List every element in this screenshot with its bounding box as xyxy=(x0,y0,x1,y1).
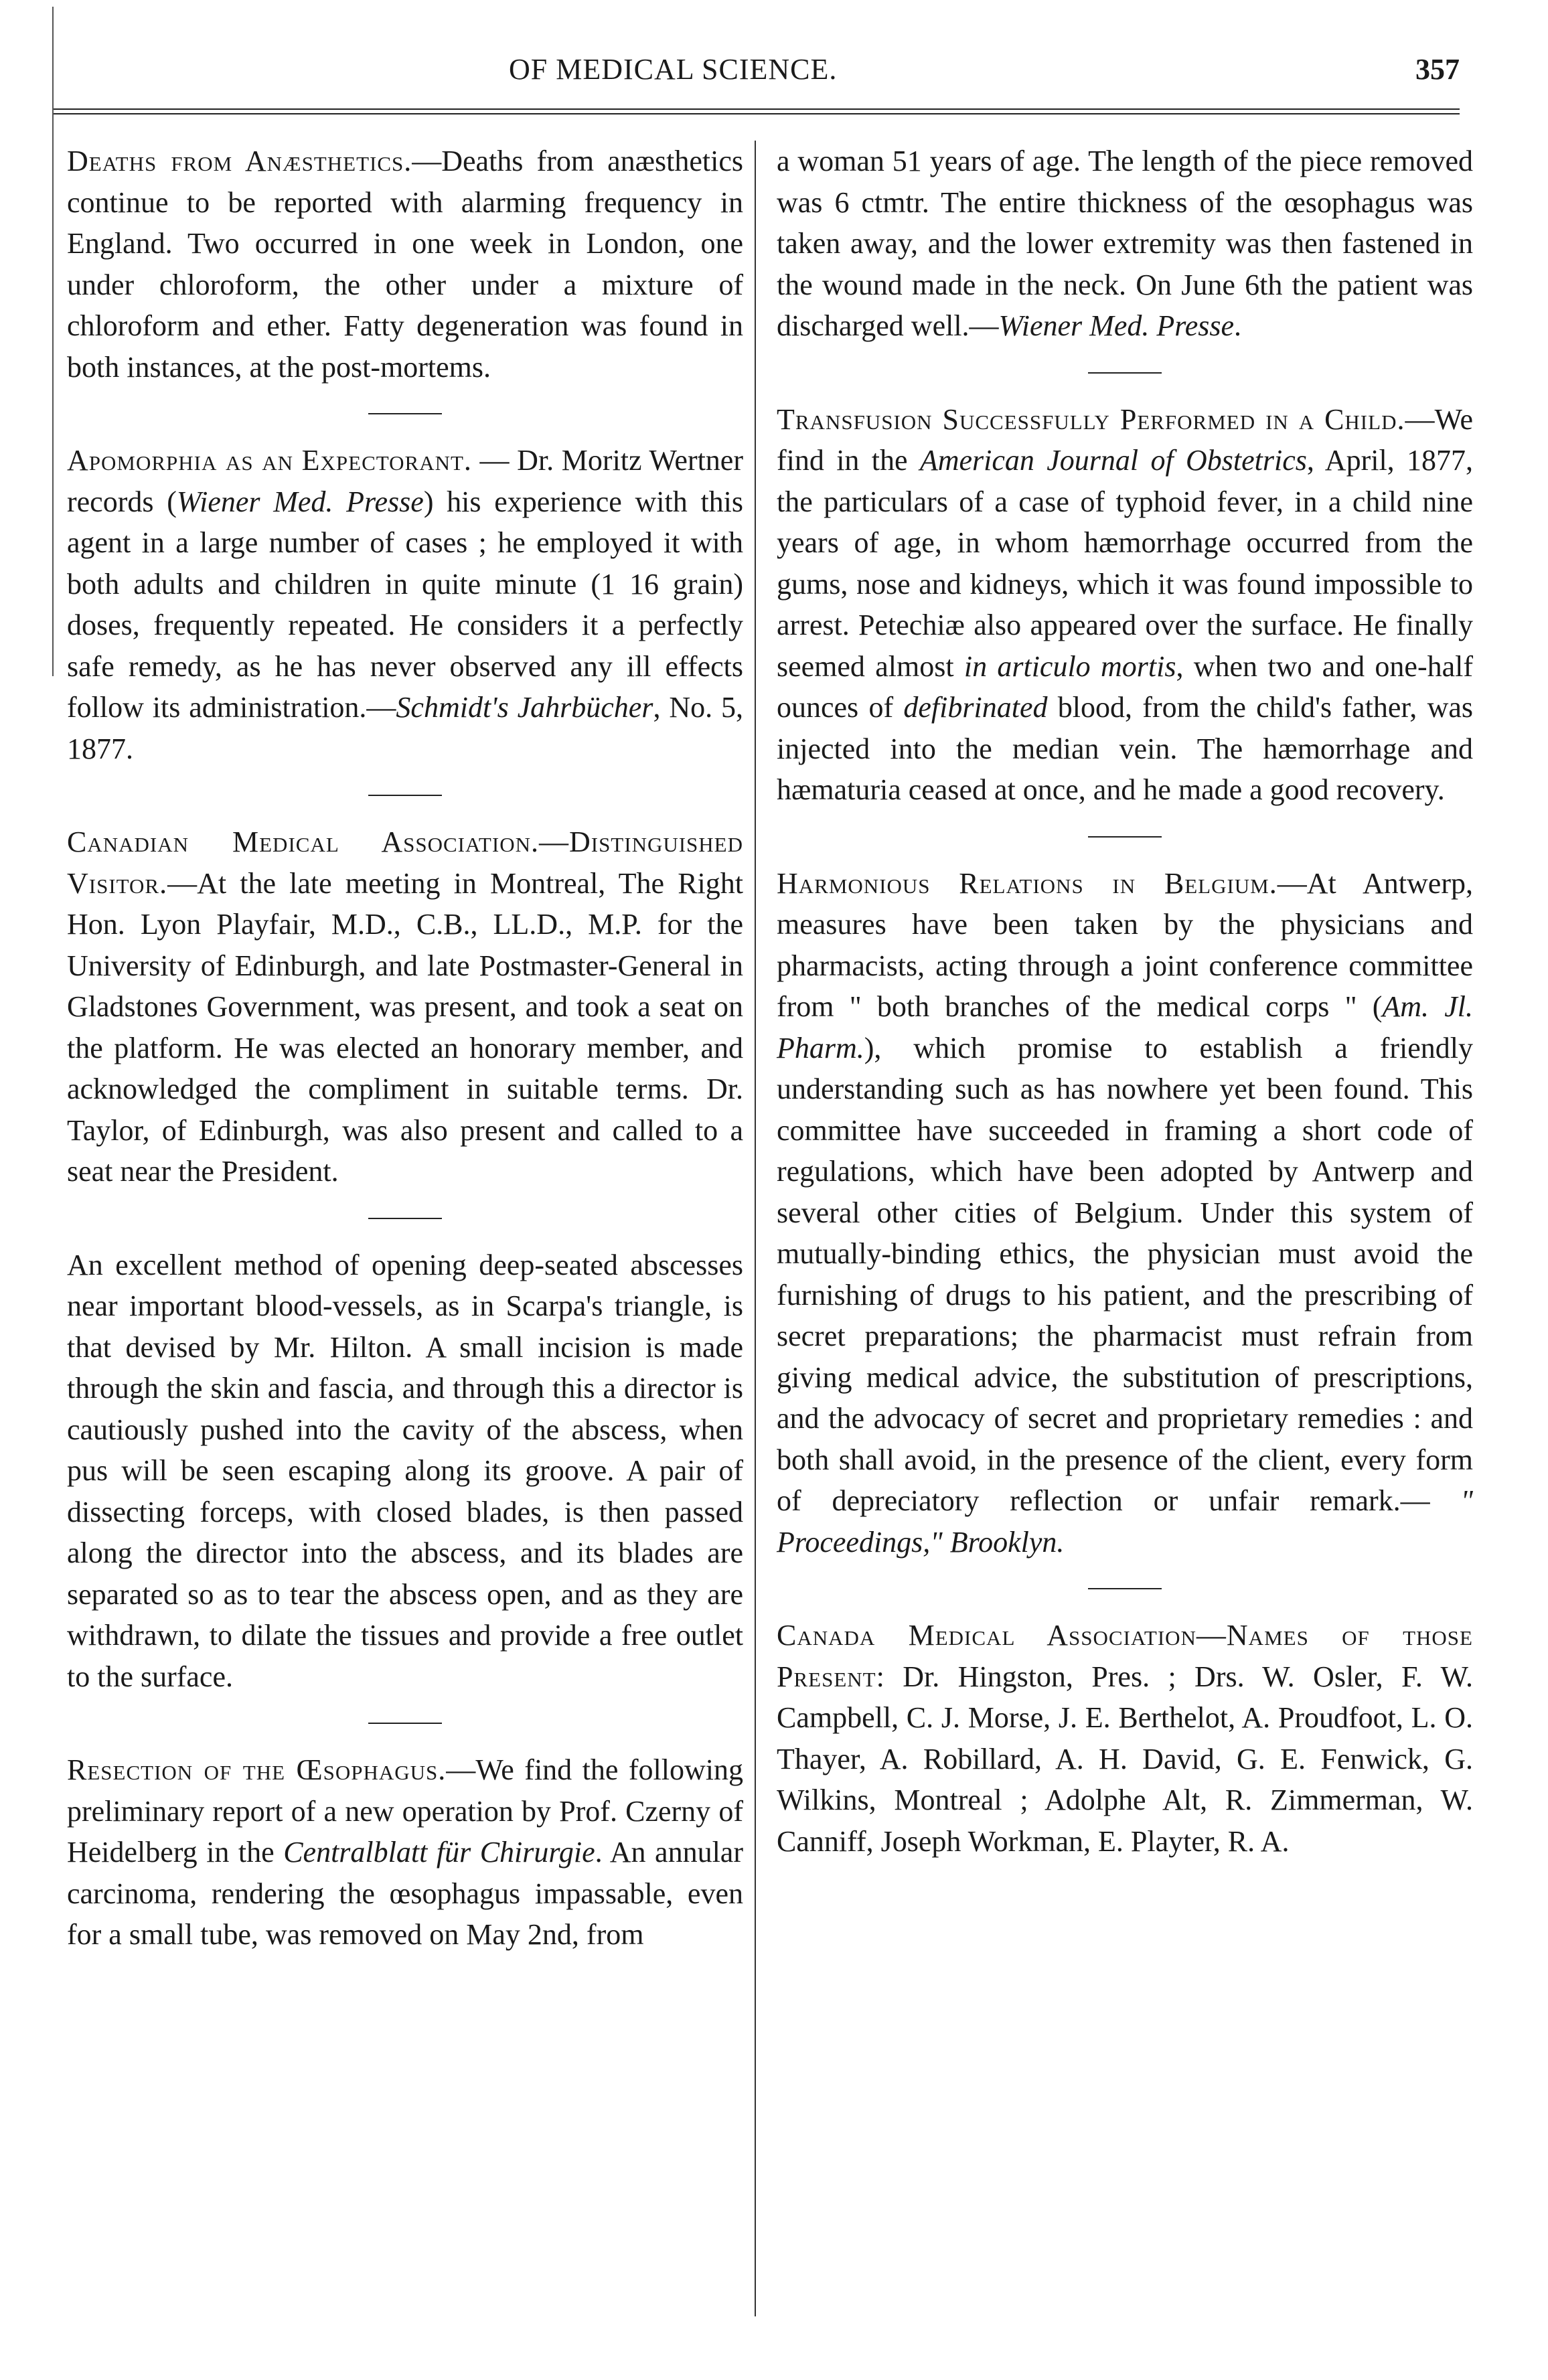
section-separator xyxy=(368,1723,442,1724)
section-separator xyxy=(1088,372,1162,374)
article-body: —At Antwerp, measures have been taken by the physicians and pharmacists, acting through a joint conference committee from " both branches of the medical corps " ( xyxy=(777,866,1473,1023)
article-heading: Canada Medical Association—Names of those Present xyxy=(777,1619,1473,1693)
article-names-present xyxy=(777,1615,1473,1862)
article-abscess-method xyxy=(67,1245,743,1698)
article-heading: Transfusion Successfully Performed in a Child. xyxy=(777,402,1405,436)
article-body: —At the late meeting in Montreal, The Right Hon. Lyon Playfair, M.D., C.B., LL.D., M.P. for the University of Edinburgh, and late Postmaster-General in Gladstones Government, was present, and took a seat on the platform. He was elected an honorary member, and acknowledged the compliment in suitable terms. Dr. Taylor, of Edinburgh, was also present and called to a seat near the President. xyxy=(67,866,743,1188)
article-body: . An annular carcinoma, rendering the œsophagus impassable, even for a small tube, was removed on May 2nd, from xyxy=(67,1836,743,1951)
article-body: , No. 5, 1877. xyxy=(67,691,743,765)
page-header xyxy=(54,52,1460,99)
article-body: ), which promise to establish a friendly understanding such as has nowhere yet been found. This committee have succeeded in framing a short code of regulations, which have been adopted by Antwerp and several other cities of Belgium. Under this system of mutually-binding ethics, the physician must avoid the furnishing of drugs to his patient, and the prescribing of secret preparations; the pharmacist must refrain from giving medical advice, the substitution of prescriptions, and the advocacy of secret and proprietary remedies : and both shall avoid, in the presence of the client, every form of depreciatory reflection or unfair remark.— xyxy=(777,1031,1473,1517)
article-body: —We find in the xyxy=(777,402,1473,477)
right-column xyxy=(777,141,1473,1862)
article-body: —We find the following preliminary report of a new operation by Prof. Czerny of Heidelberg in the xyxy=(67,1753,743,1869)
citation: Centralblatt für Chirurgie xyxy=(283,1836,595,1869)
latin-phrase: in articulo mortis xyxy=(963,649,1176,683)
citation: " Proceedings," Brooklyn. xyxy=(777,1484,1473,1559)
article-body: : Dr. Hingston, Pres. ; Drs. W. Osler, F. W. Campbell, C. J. Morse, J. E. Berthelot, A. Proudfoot, L. O. Thayer, A. Robillard, A. H. David, G. E. Fenwick, G. Wilkins, Montreal ; Adolphe Alt, R. Zimmerman, W. Canniff, Joseph Workman, E. Playter, R. A. xyxy=(777,1660,1473,1858)
emphasis: defibrinated xyxy=(903,691,1048,724)
section-separator xyxy=(1088,1588,1162,1589)
citation: Am. Jl. Pharm. xyxy=(777,990,1474,1064)
article-body: blood, from the child's father, was injected into the median vein. The hæmorrhage and hæmaturia ceased at once, and he made a good recovery. xyxy=(777,691,1473,806)
article-body: —Deaths from anæsthetics continue to be reported with alarming frequency in England. Two occurred in one week in London, one under chloroform, the other under a mixture of chloroform and ether. Fatty degeneration was found in both instances, at the post-mortems. xyxy=(67,145,743,384)
article-canadian-medical-association xyxy=(67,821,743,1192)
page-number: 357 xyxy=(1415,53,1460,86)
article-body: ) his experience with this agent in a large number of cases ; he employed it with both adults and children in quite minute (1 16 grain) doses, frequently repeated. He considers it a perfectly safe remedy, as he has never observed any ill effects follow its administration.— xyxy=(67,485,744,724)
article-body: , when two and one-half ounces of xyxy=(777,649,1473,724)
section-separator xyxy=(368,795,442,796)
running-head: OF MEDICAL SCIENCE. xyxy=(509,53,838,86)
header-rule xyxy=(54,108,1460,114)
article-heading: Resection of the Œsophagus. xyxy=(67,1753,447,1786)
citation: American Journal of Obstetrics xyxy=(919,444,1307,477)
citation: Schmidt's Jahrbücher xyxy=(396,691,653,724)
citation: Wiener Med. Presse xyxy=(176,485,424,518)
section-separator xyxy=(368,1218,442,1219)
article-harmonious-relations xyxy=(777,863,1473,1563)
page-edge-line xyxy=(52,7,54,676)
article-heading: Deaths from Anæsthetics. xyxy=(67,145,412,177)
left-column xyxy=(67,141,743,1956)
article-body: , April, 1877, the particulars of a case of typhoid fever, in a child nine years of age, in whom hæmorrhage occurred from the gums, nose and kidneys, which it was found impossible to arrest. Petechiæ also appeared over the surface. He finally seemed almost xyxy=(777,444,1473,683)
article-body: a woman 51 years of age. The length of the piece removed was 6 ctmtr. The entire thickness of the œsophagus was taken away, and the lower extremity was then fastened in the wound made in the neck. On June 6th the patient was discharged well.— xyxy=(777,145,1473,342)
section-separator xyxy=(1088,836,1162,838)
article-apomorphia xyxy=(67,440,743,769)
article-body: . xyxy=(1234,309,1242,342)
section-separator xyxy=(368,413,442,414)
citation: Wiener Med. Presse xyxy=(998,309,1235,342)
article-transfusion xyxy=(777,399,1473,811)
article-resection-oesophagus xyxy=(67,1749,743,1956)
article-body: — Dr. Moritz Wertner records ( xyxy=(67,444,743,518)
article-heading: Apomorphia as an Expectorant. xyxy=(67,444,472,477)
article-resection-continued xyxy=(777,141,1473,347)
article-heading: Harmonious Relations in Belgium. xyxy=(777,866,1278,900)
column-divider xyxy=(755,141,756,2316)
article-heading: Canadian Medical Association.—Distinguished Visitor. xyxy=(67,825,743,900)
article-body: An excellent method of opening deep-seated abscesses near important blood-vessels, as in Scarpa's triangle, is that devised by Mr. Hilton. A small incision is made through the skin and fascia, and through this a director is cautiously pushed into the cavity of the abscess, when pus will be seen escaping along its groove. A pair of dissecting forceps, with closed blades, is then passed along the director into the abscess, and its blades are separated so as to tear the abscess open, and as they are withdrawn, to dilate the tissues and provide a free outlet to the surface. xyxy=(67,1248,743,1693)
article-deaths-anaesthetics xyxy=(67,141,743,388)
